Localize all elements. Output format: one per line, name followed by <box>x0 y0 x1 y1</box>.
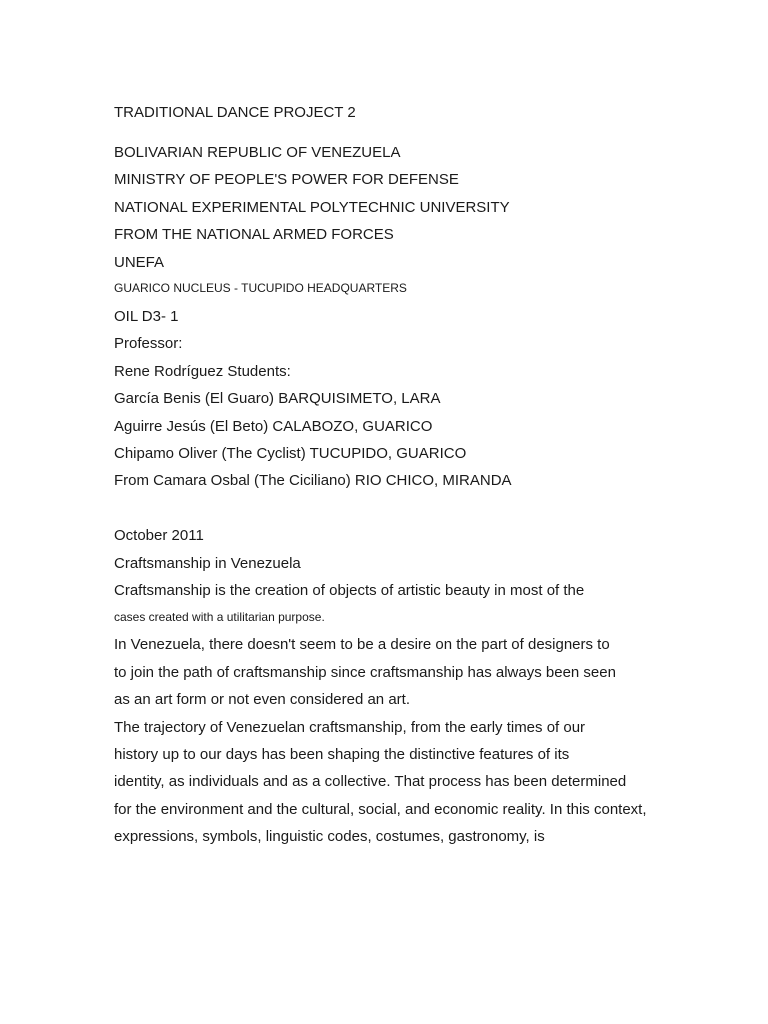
header-line-unefa: UNEFA <box>114 254 165 271</box>
body-line: for the environment and the cultural, social, and economic reality. In this context, <box>114 801 647 818</box>
body-line: In Venezuela, there doesn't seem to be a desire on the part of designers to <box>114 636 610 653</box>
student-line: Chipamo Oliver (The Cyclist) TUCUPIDO, GUARICO <box>114 445 467 462</box>
student-line: Aguirre Jesús (El Beto) CALABOZO, GUARICO <box>114 418 433 435</box>
section-heading: Craftsmanship in Venezuela <box>114 555 301 572</box>
body-line: identity, as individuals and as a collective. That process has been determined <box>114 773 627 790</box>
header-line-ministry: MINISTRY OF PEOPLE'S POWER FOR DEFENSE <box>114 171 459 188</box>
header-line-republic: BOLIVARIAN REPUBLIC OF VENEZUELA <box>114 144 401 161</box>
header-line-armed-forces: FROM THE NATIONAL ARMED FORCES <box>114 226 394 243</box>
body-line: to join the path of craftsmanship since craftsmanship has always been seen <box>114 664 616 681</box>
student-line: From Camara Osbal (The Ciciliano) RIO CHICO, MIRANDA <box>114 472 512 489</box>
body-line: expressions, symbols, linguistic codes, costumes, gastronomy, is <box>114 828 545 845</box>
professor-students-line: Rene Rodríguez Students: <box>114 363 291 380</box>
body-line: as an art form or not even considered an art. <box>114 691 410 708</box>
document-title: TRADITIONAL DANCE PROJECT 2 <box>114 104 356 121</box>
header-line-university: NATIONAL EXPERIMENTAL POLYTECHNIC UNIVERSITY <box>114 199 510 216</box>
student-line: García Benis (El Guaro) BARQUISIMETO, LARA <box>114 390 441 407</box>
document-date: October 2011 <box>114 527 204 544</box>
professor-label: Professor: <box>114 335 183 352</box>
body-line: history up to our days has been shaping the distinctive features of its <box>114 746 570 763</box>
body-line: Craftsmanship is the creation of objects of artistic beauty in most of the <box>114 582 585 599</box>
body-line: cases created with a utilitarian purpose. <box>114 610 325 624</box>
body-line: The trajectory of Venezuelan craftsmanship, from the early times of our <box>114 719 586 736</box>
section-code: OIL D3- 1 <box>114 308 179 325</box>
header-line-nucleus: GUARICO NUCLEUS - TUCUPIDO HEADQUARTERS <box>114 281 407 295</box>
